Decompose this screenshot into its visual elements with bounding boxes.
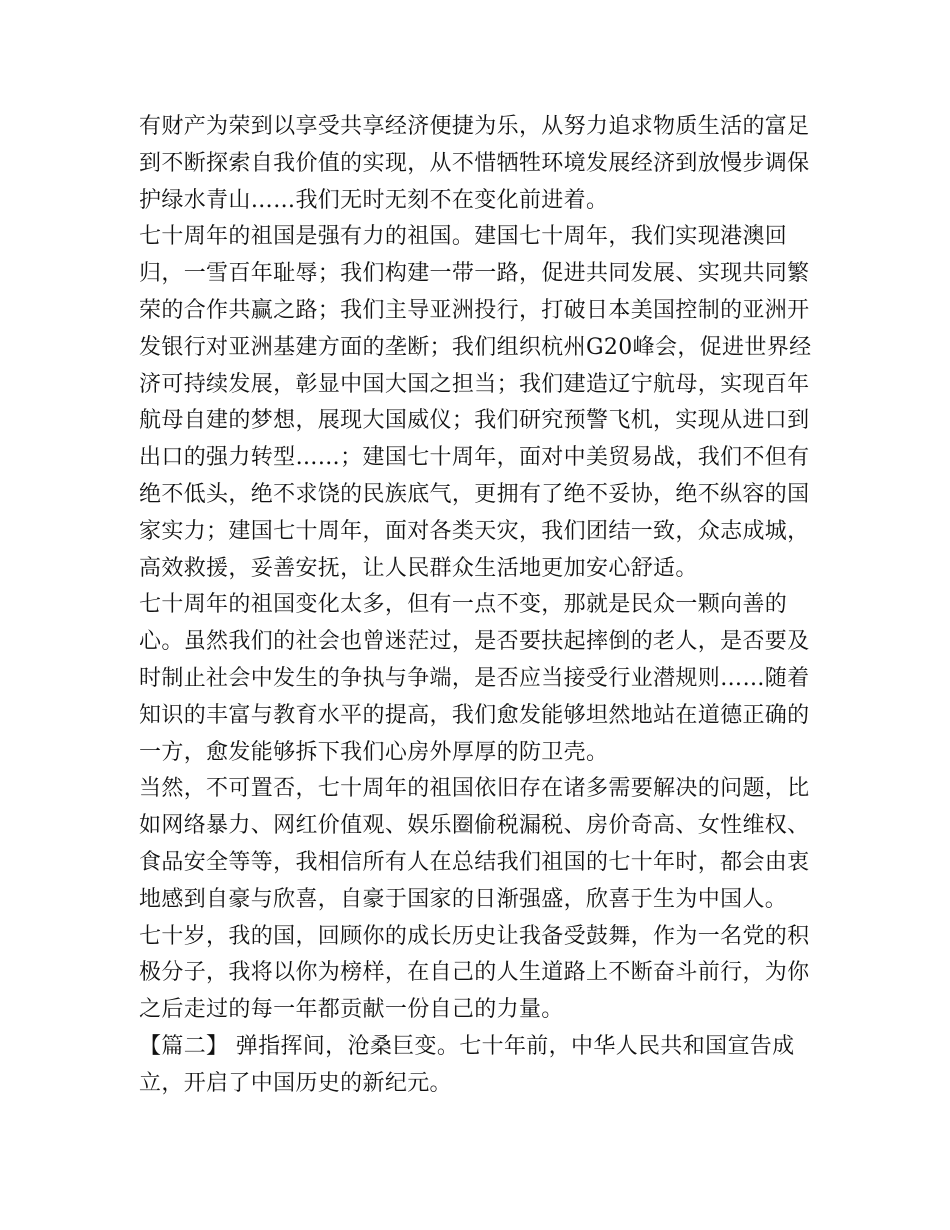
paragraph-3: 七十周年的祖国变化太多，但有一点不变，那就是民众一颗向善的心。虽然我们的社会也曾迷茫过，是否要扶起摔倒的老人，是否要及时制止社会中发生的争执与争端，是否应当接受行业潜规则……随着知识的丰富与教育水平的提高，我们愈发能够坦然地站在道德正确的一方，愈发能够拆下我们心房外厚厚的防卫壳。 (139, 592, 810, 765)
paragraph-2: 七十周年的祖国是强有力的祖国。建国七十周年，我们实现港澳回归，一雪百年耻辱；我们构建一带一路，促进共同发展、实现共同繁荣的合作共赢之路；我们主导亚洲投行，打破日本美国控制的亚洲开发银行对亚洲基建方面的垄断；我们组织杭州G20峰会，促进世界经济可持续发展，彰显中国大国之担当；我们建造辽宁航母，实现百年航母自建的梦想，展现大国威仪；我们研究预警飞机，实现从进口到出口的强力转型……；建国七十周年，面对中美贸易战，我们不但有绝不低头，绝不求饶的民族底气，更拥有了绝不妥协，绝不纵容的国家实力；建国七十周年，面对各类天灾，我们团结一致，众志成城，高效救援，妥善安抚，让人民群众生活地更加安心舒适。 (139, 224, 812, 581)
paragraph-5: 七十岁，我的国，回顾你的成长历史让我备受鼓舞，作为一名党的积极分子，我将以你为榜样，在自己的人生道路上不断奋斗前行，为你之后走过的每一年都贡献一份自己的力量。 (139, 923, 810, 1023)
paragraph-1: 有财产为荣到以享受共享经济便捷为乐，从努力追求物质生活的富足到不断探索自我价值的实现，从不惜牺牲环境发展经济到放慢步调保护绿水青山……我们无时无刻不在变化前进着。 (139, 114, 810, 213)
document-body (139, 109, 819, 1103)
paragraph-6: 【篇二】 弹指挥间，沧桑巨变。七十年前，中华人民共和国宣告成立，开启了中国历史的新纪元。 (139, 1033, 795, 1096)
paragraph-4: 当然，不可置否，七十周年的祖国依旧存在诸多需要解决的问题，比如网络暴力、网红价值观、娱乐圈偷税漏税、房价奇高、女性维权、食品安全等等，我相信所有人在总结我们祖国的七十年时，都会由衷地感到自豪与欣喜，自豪于国家的日渐强盛，欣喜于生为中国人。 (139, 776, 810, 912)
